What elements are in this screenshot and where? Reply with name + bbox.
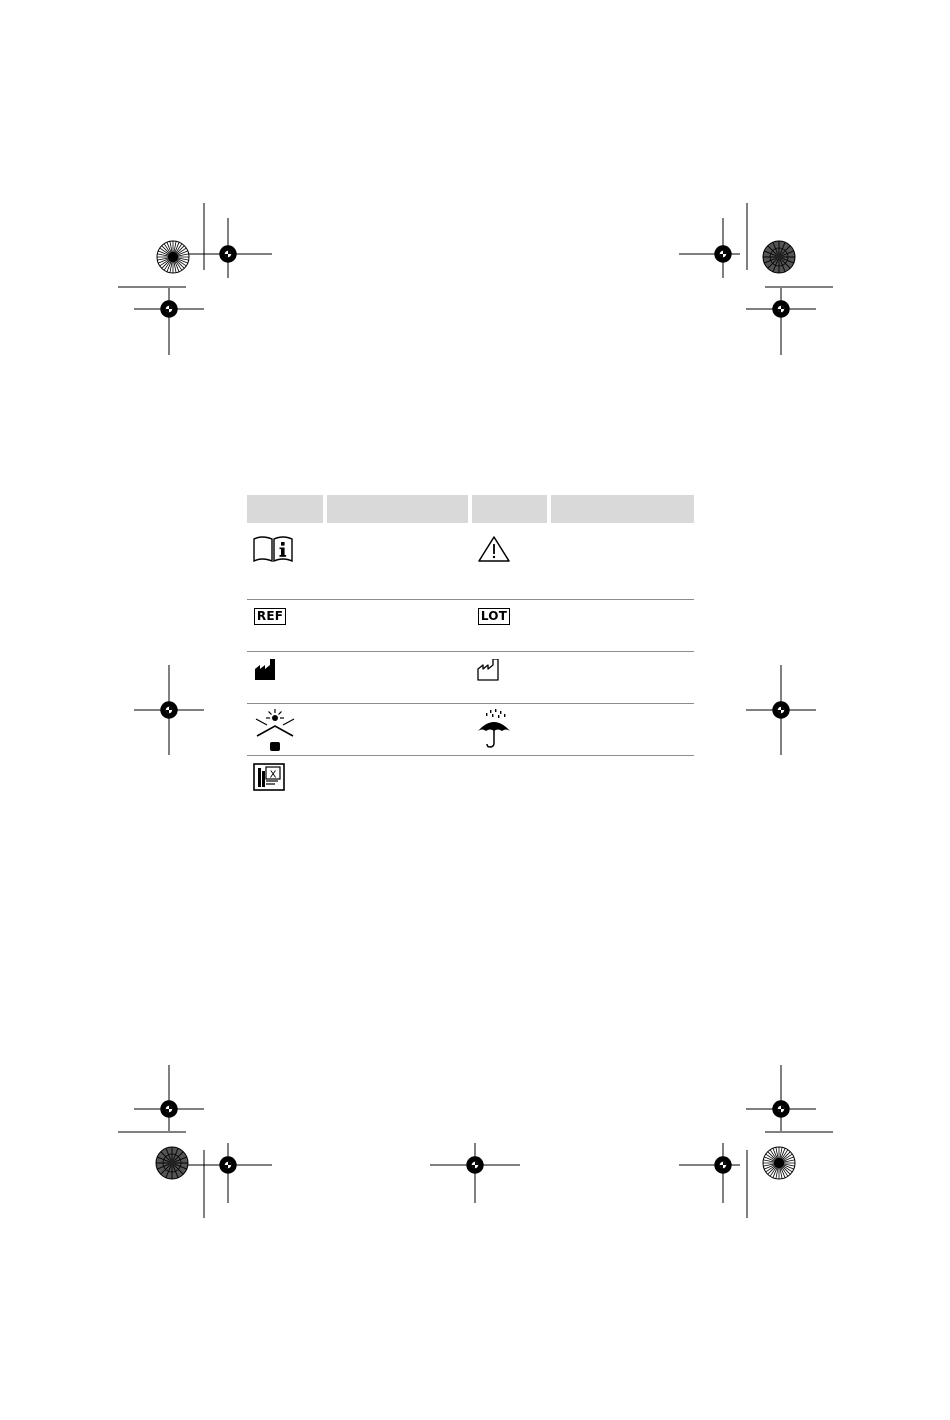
instructions-for-use-icon bbox=[253, 534, 293, 562]
table-row bbox=[247, 756, 694, 796]
table-header-cell-3 bbox=[472, 495, 547, 523]
table-header-cell-1 bbox=[247, 495, 323, 523]
table-row bbox=[247, 652, 694, 703]
lot-batch-code-icon: LOT bbox=[478, 608, 510, 625]
x-ray-cassette-icon bbox=[253, 763, 285, 791]
date-of-manufacture-icon bbox=[477, 659, 501, 681]
ref-catalogue-number-icon: REF bbox=[254, 608, 286, 625]
x-ray-label: X bbox=[269, 769, 277, 781]
table-header-cell-4 bbox=[551, 495, 694, 523]
table-row bbox=[247, 600, 694, 651]
table-row bbox=[247, 523, 694, 598]
manufacturer-icon bbox=[254, 659, 278, 681]
keep-away-from-sunlight-icon bbox=[253, 708, 297, 752]
keep-dry-umbrella-icon bbox=[476, 709, 512, 749]
table-row bbox=[247, 704, 694, 755]
caution-warning-icon bbox=[477, 535, 511, 563]
table-header-cell-2 bbox=[327, 495, 468, 523]
